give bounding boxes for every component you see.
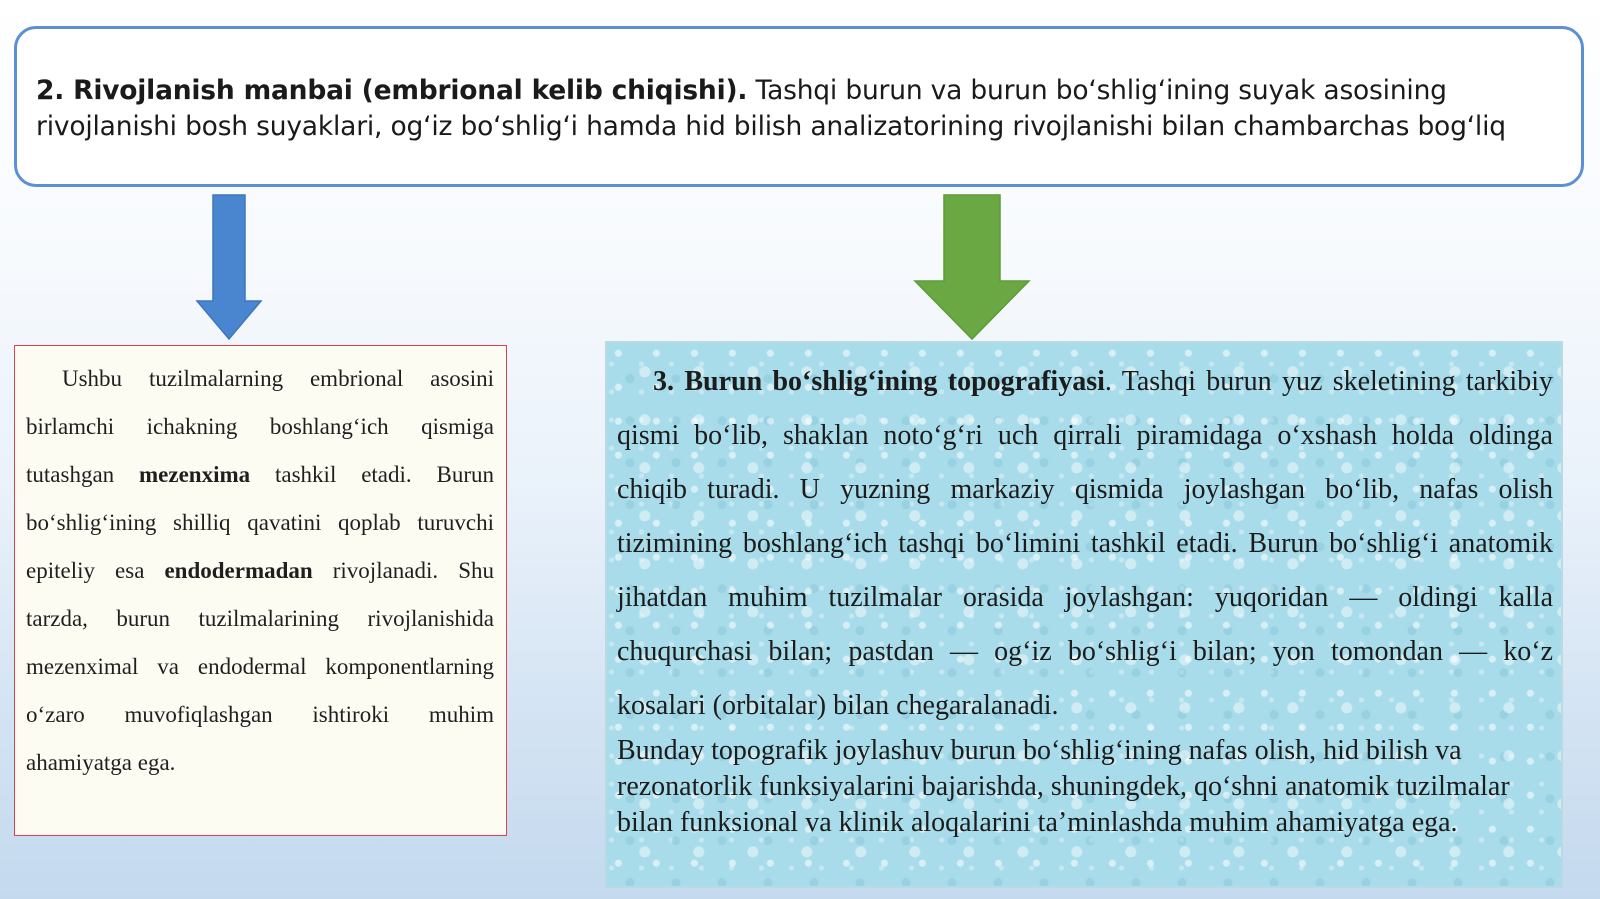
top-line-1 [36,73,1584,109]
section-3-heading: 3. Burun bo‘shlig‘ining topografiyasi [653,366,1105,397]
section-2-heading: 2. Rivojlanish manbai (embrional kelib chiqishi). [36,75,748,106]
topography-paragraph-2: Bunday topografik joylashuv burun bo‘shlig‘ining nafas olish, hid bilish va rezonatorlik funksiyalarini bajarishda, shuningdek, qo‘shni anatomik tuzilmalar bilan funksional va klinik aloqalarini ta’minlashda muhim ahamiyatga ega. [617,735,1510,838]
endoderm-term: endodermadan [164,558,313,583]
top-line-1-text: Tashqi burun va burun bo‘shlig‘ining suyak asosining [755,75,1447,106]
topography-paragraph-1 [617,355,1553,733]
top-paragraph [36,73,1584,145]
left-text-part1: Ushbu tuzilmalarning embrional asosini birlamchi ichakning boshlang‘ich qismiga tutashgan [26,366,494,487]
down-arrow-blue-icon [195,193,263,341]
left-text-part3: rivojlanadi. Shu tarzda, burun tuzilmalarining rivojlanishida mezenximal va endodermal komponentlarning o‘zaro muvofiqlashgan ishtiroki muhim ahamiyatga ega. [26,558,494,775]
topography-paragraph-1-text: . Tashqi burun yuz skeletining tarkibiy qismi bo‘lib, shaklan noto‘g‘ri uch qirrali piramidaga o‘xshash holda oldinga chiqib turadi. U yuzning markaziy qismida joylashgan bo‘lib, nafas olish tizimining boshlang‘ich tashqi bo‘limini tashkil etadi. Burun bo‘shlig‘i anatomik jihatdan muhim tuzilmalar orasida joylashgan: yuqoridan — oldingi kalla chuqurchasi bilan; pastdan — og‘iz bo‘shlig‘i bilan; yon tomondan — ko‘z kosalari (orbitalar) bilan chegaralanadi. [617,366,1553,721]
down-arrow-green-icon [913,193,1031,341]
embryonic-origin-paragraph [26,355,494,787]
topography-content [617,355,1553,841]
top-line-2: rivojlanishi bosh suyaklari, og‘iz bo‘shlig‘i hamda hid bilish analizatorining rivojlanishi bilan chambarchas bog‘liq [36,111,1506,142]
topography-box [605,341,1563,888]
mesenchyme-term: mezenxima [139,462,251,487]
top-text-box [14,26,1584,187]
left-text-part2: tashkil etadi. Burun bo‘shlig‘ining shilliq qavatini qoplab turuvchi epiteliy esa [26,462,494,583]
embryonic-origin-box [14,345,507,836]
